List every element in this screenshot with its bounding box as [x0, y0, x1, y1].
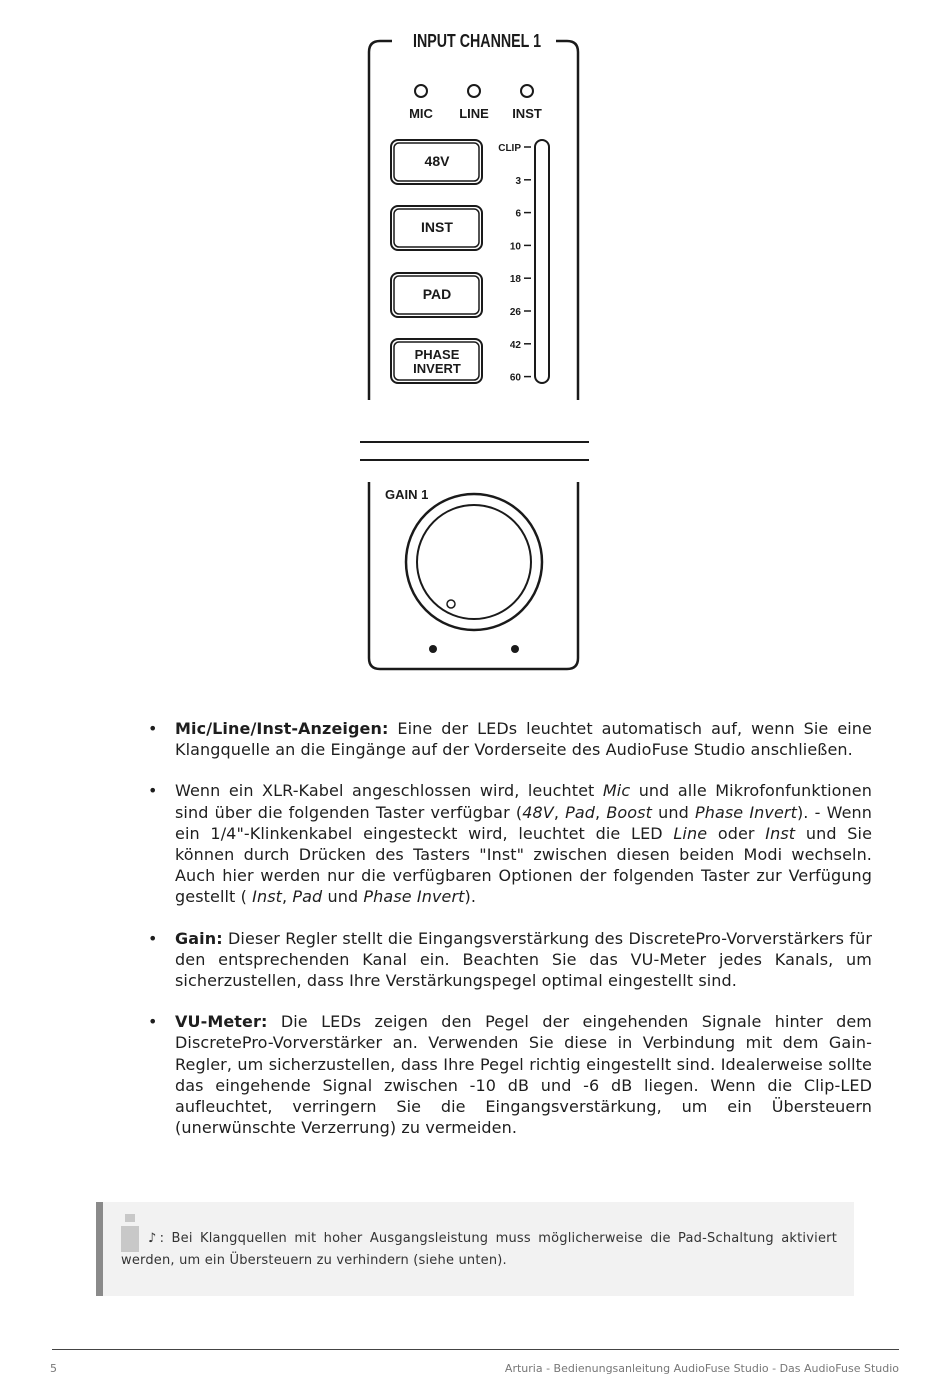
led-label-line: LINE — [459, 106, 489, 121]
page-number: 5 — [50, 1362, 57, 1375]
bullet-mic-line-inst: • Mic/Line/Inst-Anzeigen: Eine der LEDs leuchtet automatisch auf, wenn Sie eine Klangquelle an die Eingänge auf der Vorderseite des AudioFuse Studio anschließen. — [148, 719, 872, 760]
led-label-mic: MIC — [409, 106, 433, 121]
bullet-vu-meter: • VU-Meter: Die LEDs zeigen den Pegel der eingehenden Signale hinter dem DiscretePro-Vorverstärker an. Verwenden Sie diese in Verbindung mit dem Gain-Regler, um sicherzustellen, dass Ihre Pegel richtig eingestellt sind. Idealerweise sollte das eingehende Signal zwischen -10 dB und -6 dB liegen. Wenn die Clip-LED aufleuchtet, verringern Sie die Eingangsverstärkung, um ein Übersteuern (unerwünschte Verzerrung) zu vermeiden. — [148, 1012, 872, 1138]
meter-tick-label: 10 — [509, 241, 521, 253]
meter-tick-label: 26 — [509, 307, 521, 318]
meter-tick-label: 6 — [515, 208, 521, 220]
bullet-text: Mic/Line/Inst-Anzeigen: Eine der LEDs leuchtet automatisch auf, wenn Sie eine Klangquelle an die Eingänge auf der Vorderseite des AudioFuse Studio anschließen. — [175, 719, 872, 760]
gain-panel-outline — [369, 482, 578, 669]
phase-invert-label-line1: PHASE — [414, 347, 460, 362]
meter-tick-label: 60 — [509, 372, 521, 384]
gain-led-right — [511, 645, 519, 653]
vu-meter — [535, 140, 549, 383]
channel-title: INPUT CHANNEL 1 — [413, 31, 541, 51]
knob-indicator — [447, 600, 455, 608]
bullet-gain: • Gain: Dieser Regler stellt die Eingangsverstärkung des DiscretePro-Vorverstärkers für den entsprechenden Kanal ein. Beachten Sie das VU-Meter jedes Kanals, um sicherzustellen, dass Ihre Verstärkungspegel optimal eingestellt sind. — [148, 928, 872, 991]
line-led — [468, 85, 480, 97]
bullet-text: VU-Meter: Die LEDs zeigen den Pegel der eingehenden Signale hinter dem DiscretePro-Vorverstärker an. Verwenden Sie diese in Verbindung mit dem Gain-Regler, um sicherzustellen, dass Ihre Pegel richtig eingestellt sind. Idealerweise sollte das eingehende Signal zwischen -10 dB und -6 dB liegen. Wenn die Clip-LED aufleuchtet, verringern Sie die Eingangsverstärkung, um ein Übersteuern (unerwünschte Verzerrung) zu vermeiden. — [175, 1012, 872, 1138]
phase-invert-label-line2: INVERT — [413, 361, 461, 376]
mic-led — [415, 85, 427, 97]
led-label-inst: INST — [512, 106, 542, 121]
footer-title: Arturia - Bedienungsanleitung AudioFuse Studio - Das AudioFuse Studio — [504, 1362, 899, 1375]
48v-button-label: 48V — [424, 153, 450, 169]
feature-list — [148, 718, 872, 1158]
meter-tick-label: 18 — [509, 274, 521, 286]
gain-knob — [406, 494, 542, 630]
meter-tick-label: 3 — [515, 175, 521, 187]
info-note — [96, 1202, 854, 1296]
phase-invert-button — [391, 339, 482, 383]
footer-rule — [52, 1349, 899, 1350]
gain-led-left — [429, 645, 437, 653]
inst-button-label: INST — [421, 219, 453, 235]
vu-meter-scale — [498, 143, 531, 384]
bullet-xlr-cable: • Wenn ein XLR-Kabel angeschlossen wird, leuchtet Mic und alle Mikrofonfunktionen sind über die folgenden Taster verfügbar (48V, Pad, Boost und Phase Invert). - Wenn ein 1/4"-Klinkenkabel eingesteckt wird, leuchtet die LED Line oder Inst und Sie können durch Drücken des Tasters "Inst" zwischen diesen beiden Modi wechseln. Auch hier werden nur die verfügbaren Optionen der folgenden Taster zur Verfügung gestellt ( Inst, Pad und Phase Invert). — [148, 781, 873, 907]
inst-led — [521, 85, 533, 97]
meter-tick-label: 42 — [509, 339, 521, 351]
meter-tick-label: CLIP — [498, 143, 521, 154]
inst-button — [391, 206, 482, 250]
bullet-text: Wenn ein XLR-Kabel angeschlossen wird, leuchtet Mic und alle Mikrofonfunktionen sind über die folgenden Taster verfügbar (48V, Pad, Boost und Phase Invert). - Wenn ein 1/4"-Klinkenkabel eingesteckt wird, leuchtet die LED Line oder Inst und Sie können durch Drücken des Tasters "Inst" zwischen diesen beiden Modi wechseln. Auch hier werden nur die verfügbaren Optionen der folgenden Taster zur Verfügung gestellt ( Inst, Pad und Phase Invert). — [175, 781, 873, 907]
note-text: ♪: Bei Klangquellen mit hoher Ausgangsleistung muss möglicherweise die Pad-Schaltung aktiviert werden, um ein Übersteuern zu verhindern (siehe unten). — [121, 1231, 837, 1268]
bullet-text: Gain: Dieser Regler stellt die Eingangsverstärkung des DiscretePro-Vorverstärkers für den entsprechenden Kanal ein. Beachten Sie das VU-Meter jedes Kanals, um sicherzustellen, dass Ihre Verstärkungspegel optimal eingestellt sind. — [175, 928, 872, 991]
pad-button-label: PAD — [422, 286, 452, 302]
pad-button — [391, 273, 482, 317]
gain-label: GAIN 1 — [385, 487, 429, 502]
48v-button — [391, 140, 482, 184]
